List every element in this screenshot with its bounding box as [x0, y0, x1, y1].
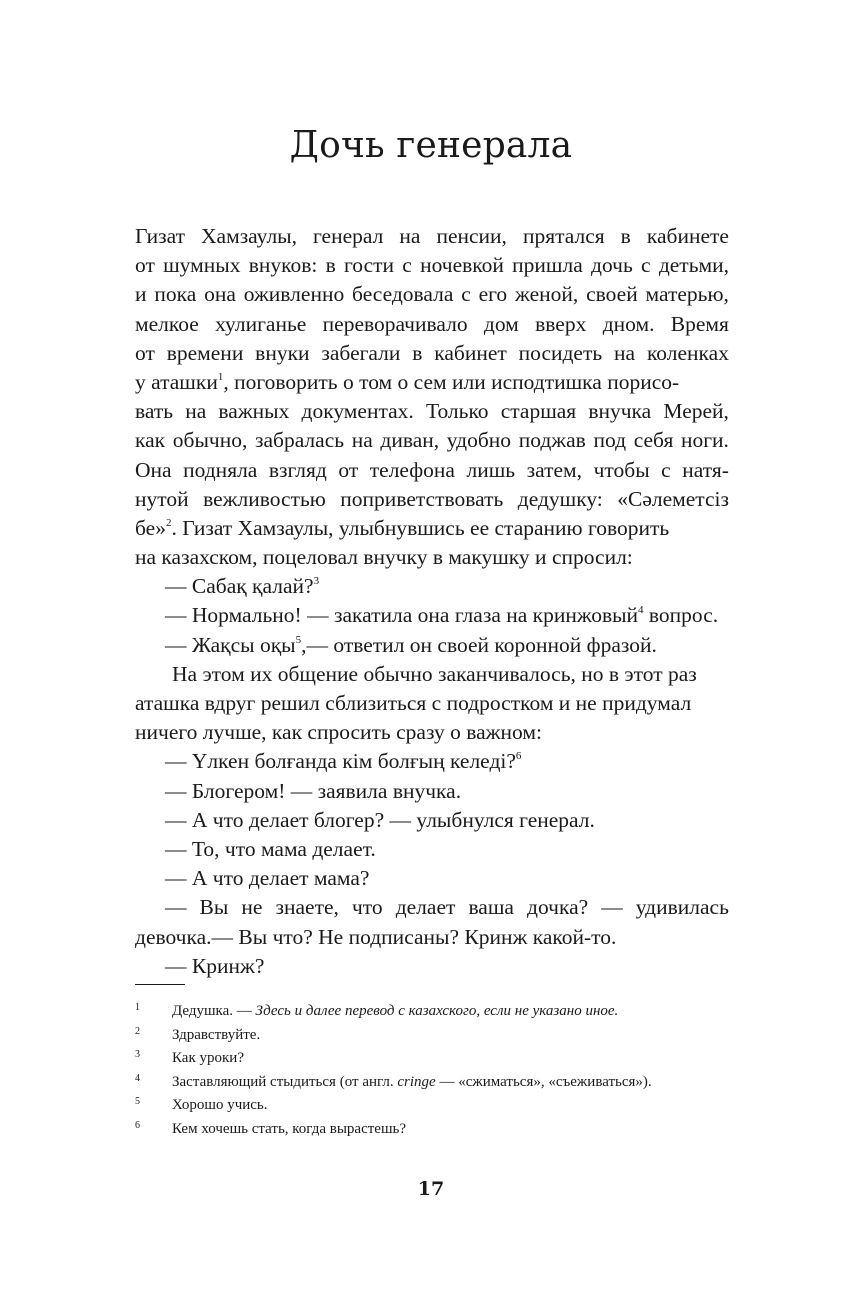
word: внучка: [588, 399, 652, 424]
word: она: [204, 282, 236, 307]
word: знаете,: [275, 895, 339, 920]
word: коленках: [646, 340, 729, 365]
footnote-ref: 1: [217, 370, 224, 383]
word: важных: [218, 399, 290, 424]
word: пока: [154, 282, 197, 307]
word: телефона: [369, 457, 455, 482]
footnote: [135, 1118, 755, 1142]
footnote-plain: Заставляющий стыдиться (от англ.: [172, 1073, 398, 1090]
text-line: [135, 514, 729, 543]
word: Она: [135, 457, 172, 482]
word: посидеть: [518, 340, 603, 365]
dialog-line: — Блогером! — заявила внучка.: [165, 778, 462, 803]
footnote-number: 3: [135, 1049, 140, 1061]
word: генерал: [313, 224, 384, 248]
word: «Сәлеметсіз: [617, 486, 729, 511]
word: женой,: [515, 282, 579, 307]
word: вежливостью: [203, 486, 326, 511]
page-title: Дочь генерала: [289, 125, 573, 166]
footnote-italic: cringe: [397, 1073, 436, 1090]
word: оживленно: [243, 282, 345, 307]
word: под: [593, 428, 627, 453]
footnote: [135, 1047, 755, 1071]
word: прятался: [522, 224, 605, 248]
text-fragment: ,— ответил он своей коронной фразой.: [301, 632, 657, 657]
word: дном.: [602, 311, 655, 336]
word: хулиганье: [215, 311, 307, 336]
word: ночевкой: [420, 253, 504, 278]
word: старшая: [500, 399, 577, 424]
text-line: [135, 280, 729, 309]
word: чтобы: [593, 457, 650, 482]
word: дом: [483, 311, 519, 336]
footnote-ref: 2: [165, 516, 172, 529]
word: —: [165, 895, 187, 920]
text-line: [135, 456, 729, 485]
word: кабинете: [646, 224, 729, 248]
dialog-line: — Кринж?: [165, 953, 265, 978]
footnote-number: 1: [135, 1002, 140, 1013]
footnote-plain: Дедушка. —: [172, 1003, 256, 1019]
word: в: [412, 340, 423, 365]
footnote-text: Как уроки?: [172, 1050, 244, 1067]
word: матерью,: [645, 282, 729, 307]
text-line: На этом их общение обычно заканчивалось, но в этот раз: [172, 661, 697, 686]
word: забралась: [254, 428, 345, 453]
text-fragment: — Сабақ қалай?: [165, 574, 314, 599]
text-fragment: . Гизат Хамзаулы, улыбнувшись ее старанию говорить: [171, 515, 670, 540]
word: себя: [633, 428, 674, 453]
footnote-ref: 6: [515, 750, 522, 763]
text-fragment: — Нормально! — закатила она глаза на кринжовый: [165, 603, 639, 628]
word: Вы: [199, 895, 229, 920]
word: с: [641, 253, 651, 278]
footnote-italic: Здесь и далее перевод с казахского, если не указано иное.: [255, 1003, 619, 1019]
word: на: [185, 399, 207, 424]
footnote-plain: — «сжиматься», «съеживаться»).: [435, 1073, 652, 1090]
dialog-line: [135, 747, 729, 776]
footnote-text: [172, 1071, 652, 1095]
word: Гизат: [135, 224, 185, 248]
footnote-number: 2: [135, 1025, 140, 1037]
word: вверх: [535, 311, 587, 336]
dialog-line: — То, что мама делает.: [165, 836, 376, 861]
footnotes: [135, 1000, 755, 1142]
dialog-line: [135, 631, 729, 660]
text-line: ничего лучше, как спросить сразу о важном:: [135, 720, 542, 745]
dialog-line: — А что делает мама?: [165, 866, 370, 891]
text-line: [135, 368, 729, 397]
word: забегали: [321, 340, 401, 365]
word: беседовала: [352, 282, 454, 307]
word: обычно,: [172, 428, 248, 453]
word: делает: [395, 895, 456, 920]
text-line: на казахском, поцеловал внучку в макушку и спросил:: [135, 545, 633, 570]
footnote-number: 4: [135, 1072, 140, 1084]
word: дедушку:: [517, 486, 603, 511]
word: времени: [166, 340, 244, 365]
footnote-divider: [135, 984, 185, 985]
dialog-line: — А что делает блогер? — улыбнулся генерал.: [165, 807, 595, 832]
word: с: [402, 253, 412, 278]
footnote-number: 5: [135, 1096, 140, 1108]
text-line: [135, 397, 729, 426]
text-fragment: , поговорить о том о сем или исподтишка порисо-: [223, 369, 680, 394]
word: Мерей,: [663, 399, 729, 424]
word: от: [338, 457, 359, 482]
footnote-text: [172, 1000, 618, 1024]
footnote-text: Кем хочешь стать, когда вырастешь?: [172, 1120, 406, 1137]
word: документах.: [301, 399, 414, 424]
page-number: 17: [417, 1178, 445, 1200]
text-fragment: бе»: [135, 515, 166, 540]
text-fragment: — Жақсы оқы: [165, 632, 296, 657]
footnote: [135, 1071, 755, 1095]
word: поджав: [518, 428, 586, 453]
word: диван,: [380, 428, 440, 453]
word: на: [351, 428, 373, 453]
text-fragment: у аташки: [135, 369, 218, 394]
word: детьми,: [658, 253, 729, 278]
word: внуки: [255, 340, 310, 365]
text-line: [135, 339, 729, 368]
word: что: [351, 895, 383, 920]
text-line: аташка вдруг решил сблизиться с подростком и не придумал: [135, 691, 692, 715]
word: на: [399, 224, 421, 248]
word: нутой: [135, 486, 189, 511]
text-fragment: — Үлкен болғанда кім болғың келеді?: [165, 749, 516, 774]
word: —: [601, 895, 623, 920]
dialog-line: [135, 893, 729, 922]
footnote: [135, 1024, 755, 1048]
word: лишь: [466, 457, 516, 482]
word: ноги.: [680, 428, 729, 453]
footnote-number: 6: [135, 1119, 140, 1131]
word: вать: [135, 399, 174, 424]
word: Время: [670, 311, 729, 336]
word: подняла: [183, 457, 258, 482]
footnote-ref: 5: [295, 633, 302, 646]
word: как: [135, 428, 166, 453]
footnote: [135, 1094, 755, 1118]
word: от: [135, 253, 155, 278]
word: Хамзаулы,: [201, 224, 297, 248]
word: шумных: [163, 253, 241, 278]
text-line: девочка.— Вы что? Не подписаны? Кринж какой-то.: [135, 924, 617, 949]
word: гости: [344, 253, 395, 278]
word: в: [325, 253, 336, 278]
word: в: [620, 224, 631, 248]
word: переворачивало: [322, 311, 468, 336]
word: своей: [586, 282, 638, 307]
text-line: [135, 251, 729, 280]
footnote-ref: 3: [313, 575, 320, 588]
word: внуков:: [248, 253, 318, 278]
word: ваша: [468, 895, 514, 920]
word: Только: [425, 399, 489, 424]
word: мелкое: [135, 311, 199, 336]
text-line: [135, 485, 729, 514]
footnote: [135, 1000, 755, 1024]
text-line: [135, 222, 729, 251]
dialog-line: [135, 572, 729, 601]
text-line: [135, 426, 729, 455]
word: затем,: [526, 457, 583, 482]
word: с: [461, 282, 471, 307]
word: пенсии,: [436, 224, 507, 248]
word: дочь: [591, 253, 633, 278]
word: дочка?: [527, 895, 589, 920]
word: не: [241, 895, 263, 920]
dialog-line: [135, 601, 729, 630]
word: взгляд: [268, 457, 327, 482]
word: пришла: [512, 253, 583, 278]
word: натя-: [682, 457, 729, 482]
word: поприветствовать: [340, 486, 504, 511]
text-line: [135, 310, 729, 339]
body-text: [135, 222, 729, 981]
word: кабинет: [434, 340, 507, 365]
footnote-text: Здравствуйте.: [172, 1026, 261, 1043]
word: от: [135, 340, 155, 365]
text-fragment: вопрос.: [643, 603, 719, 628]
word: на: [614, 340, 636, 365]
word: его: [478, 282, 508, 307]
word: удивилась: [635, 895, 729, 920]
footnote-text: Хорошо учись.: [172, 1097, 268, 1114]
footnote-ref: 4: [638, 604, 644, 617]
word: удобно: [446, 428, 512, 453]
word: и: [135, 282, 147, 307]
word: с: [661, 457, 671, 482]
